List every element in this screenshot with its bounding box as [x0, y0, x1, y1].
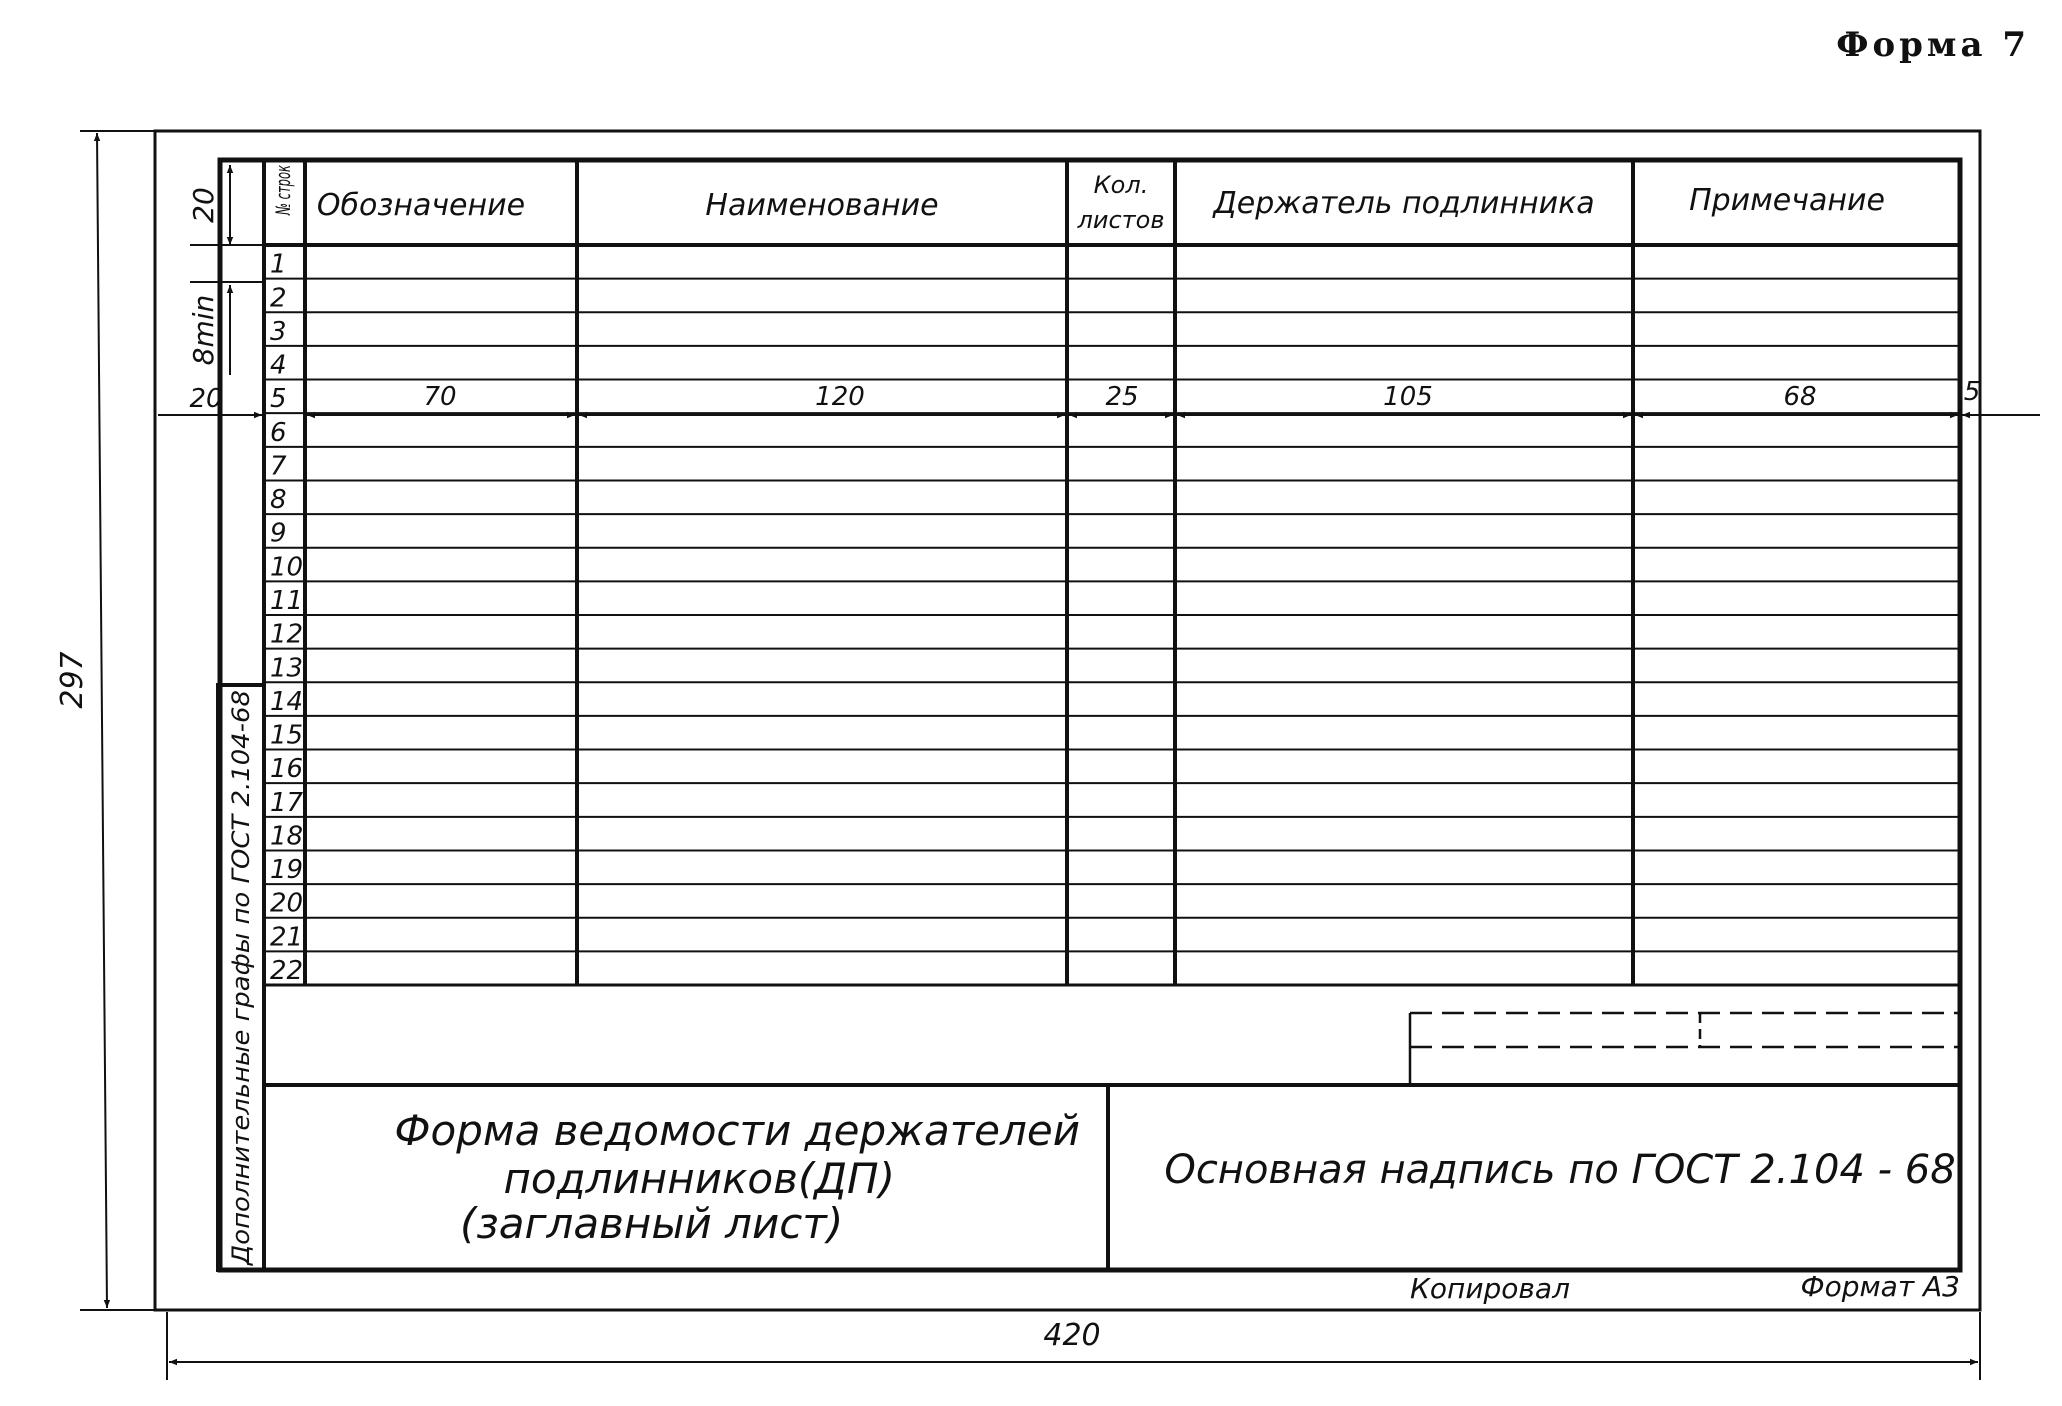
- column-header-name: Наименование: [705, 188, 939, 223]
- row-number: 6: [270, 417, 287, 448]
- column-header-note: Примечание: [1689, 183, 1885, 218]
- row-number: 20: [270, 888, 304, 919]
- row-lines: [264, 279, 1960, 952]
- dim-col4-label: 105: [1383, 382, 1433, 412]
- row-number: 8: [270, 485, 287, 516]
- row-number: 16: [270, 754, 304, 785]
- copied-label: Копировал: [1410, 1272, 1570, 1305]
- title-line-2: подлинников(ДП): [503, 1154, 895, 1203]
- dim-left-margin-label: 20: [189, 384, 223, 414]
- dim-col2-label: 120: [815, 382, 865, 412]
- row-number: 11: [270, 586, 304, 616]
- row-number: 9: [270, 518, 287, 549]
- row-number: 5: [270, 384, 287, 415]
- dim-sheet-height-label: 297: [55, 651, 90, 709]
- dim-header-height-label: 20: [187, 187, 220, 223]
- row-number: 1: [270, 249, 287, 280]
- dim-right-margin-label: 5: [1963, 377, 1981, 407]
- title-line-3: (заглавный лист): [460, 1199, 844, 1248]
- column-header-qty-line1: Кол.: [1093, 171, 1149, 199]
- row-number: 10: [270, 552, 304, 583]
- row-number: 12: [270, 619, 304, 650]
- row-number: 15: [270, 720, 304, 751]
- side-column-label: Дополнительные графы по ГОСТ 2.104-68: [227, 732, 255, 1265]
- dim-sheet-height: [97, 133, 107, 1308]
- row-numbers: [270, 250, 304, 986]
- column-header-holder: Держатель подлинника: [1213, 186, 1595, 221]
- dim-col1-label: 70: [423, 382, 457, 412]
- row-number: 17: [270, 787, 304, 818]
- row-number: 14: [270, 686, 304, 717]
- dim-col5-label: 68: [1783, 382, 1817, 412]
- row-number: 21: [270, 922, 304, 953]
- main-inscription-note: Основная надпись по ГОСТ 2.104 - 68: [1164, 1147, 1956, 1193]
- row-number: 7: [270, 451, 287, 482]
- title-line-1: Форма ведомости держателей: [394, 1106, 1080, 1155]
- row-number: 13: [270, 653, 304, 684]
- row-number: 19: [270, 855, 304, 886]
- dim-sheet-width-label: 420: [1043, 1318, 1101, 1353]
- row-number-header: № строк: [271, 128, 295, 215]
- row-number: 18: [270, 821, 304, 852]
- dim-col3-label: 25: [1105, 382, 1139, 412]
- row-number: 4: [270, 350, 287, 381]
- row-number: 22: [270, 956, 304, 986]
- format-label: Формат А3: [1800, 1270, 1960, 1303]
- form-number-label: Форма 7: [1836, 25, 2030, 65]
- dashed-stamp-area: [1410, 1013, 1960, 1083]
- row-number: 2: [270, 283, 287, 314]
- row-number: 3: [270, 316, 287, 347]
- column-header-designation: Обозначение: [316, 188, 526, 223]
- dim-row-height-label: 8min: [187, 294, 220, 366]
- column-header-qty-line2: листов: [1077, 206, 1165, 234]
